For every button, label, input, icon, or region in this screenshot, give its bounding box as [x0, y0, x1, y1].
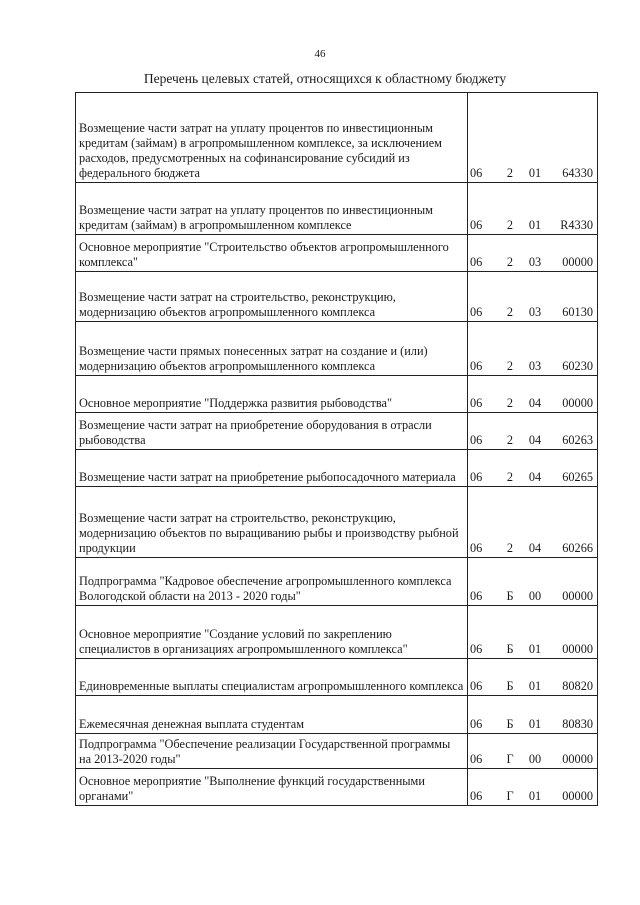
row-code	[468, 272, 598, 322]
table-row	[76, 659, 598, 696]
row-description: Основное мероприятие "Поддержка развития рыбоводства"	[76, 376, 468, 413]
row-code	[468, 487, 598, 558]
code-part: 2	[506, 541, 514, 555]
row-code	[468, 558, 598, 606]
row-description: Единовременные выплаты специалистам агропромышленного комплекса	[76, 659, 468, 696]
code-part: Б	[506, 679, 514, 693]
table-row	[76, 235, 598, 272]
code-part: 60230	[562, 359, 593, 373]
row-description: Возмещение части затрат на строительство, реконструкцию, модернизацию объектов агропромышленного комплекса	[76, 272, 468, 322]
row-code	[468, 769, 598, 806]
code-part: 03	[528, 255, 542, 269]
code-part: 00000	[562, 255, 593, 269]
row-description: Основное мероприятие "Выполнение функций государственными органами"	[76, 769, 468, 806]
code-part: 06	[470, 679, 483, 693]
code-part: 00000	[562, 752, 593, 766]
code-part: 03	[528, 359, 542, 373]
code-part: 60263	[562, 433, 593, 447]
row-description: Подпрограмма "Кадровое обеспечение агропромышленного комплекса Вологодской области на 2013 - 2020 годы"	[76, 558, 468, 606]
row-code	[468, 235, 598, 272]
code-part: 2	[506, 359, 514, 373]
table-row	[76, 558, 598, 606]
row-code	[468, 183, 598, 235]
table-row	[76, 413, 598, 450]
code-part: 06	[470, 752, 483, 766]
row-description: Возмещение части затрат на приобретение рыбопосадочного материала	[76, 450, 468, 487]
code-part: R4330	[560, 218, 593, 232]
code-part: 06	[470, 433, 483, 447]
code-part: 01	[528, 166, 542, 180]
table-row	[76, 93, 598, 183]
code-part: 03	[528, 305, 542, 319]
code-part: 01	[528, 642, 542, 656]
page-title: Перечень целевых статей, относящихся к областному бюджету	[143, 71, 507, 86]
code-part: 60266	[562, 541, 593, 555]
code-part: 06	[470, 789, 483, 803]
code-part: 06	[470, 396, 483, 410]
code-part: 00000	[562, 396, 593, 410]
code-part: 00	[528, 589, 542, 603]
code-part: 06	[470, 541, 483, 555]
row-description: Основное мероприятие "Строительство объектов агропромышленного комплекса"	[76, 235, 468, 272]
table-row	[76, 487, 598, 558]
code-part: 06	[470, 218, 483, 232]
code-part: Г	[506, 789, 514, 803]
row-code	[468, 450, 598, 487]
code-part: 04	[528, 470, 542, 484]
code-part: 01	[528, 789, 542, 803]
code-part: 04	[528, 396, 542, 410]
table-row	[76, 376, 598, 413]
row-description: Возмещение части затрат на уплату процентов по инвестиционным кредитам (займам) в агропромышленном комплексе	[76, 183, 468, 235]
code-part: 06	[470, 166, 483, 180]
row-code	[468, 93, 598, 183]
code-part: 06	[470, 717, 483, 731]
row-code	[468, 413, 598, 450]
page-number: 46	[314, 48, 326, 60]
code-part: 2	[506, 396, 514, 410]
row-code	[468, 322, 598, 376]
code-part: 04	[528, 541, 542, 555]
table-row	[76, 606, 598, 659]
code-part: Б	[506, 717, 514, 731]
code-part: 00000	[562, 789, 593, 803]
code-part: 06	[470, 589, 483, 603]
target-articles-table	[75, 92, 598, 806]
row-description: Возмещение части затрат на строительство, реконструкцию, модернизацию объектов по выращиванию рыбы и производству рыбной продукции	[76, 487, 468, 558]
row-description: Ежемесячная денежная выплата студентам	[76, 696, 468, 734]
code-part: 2	[506, 433, 514, 447]
code-part: 04	[528, 433, 542, 447]
code-part: 06	[470, 642, 483, 656]
code-part: 2	[506, 470, 514, 484]
code-part: 60265	[562, 470, 593, 484]
row-code	[468, 376, 598, 413]
row-code	[468, 659, 598, 696]
code-part: 2	[506, 218, 514, 232]
code-part: 01	[528, 218, 542, 232]
code-part: 2	[506, 255, 514, 269]
row-code	[468, 734, 598, 769]
code-part: 01	[528, 679, 542, 693]
row-description: Возмещение части затрат на приобретение оборудования в отрасли рыбоводства	[76, 413, 468, 450]
code-part: 2	[506, 305, 514, 319]
code-part: 60130	[562, 305, 593, 319]
table-row	[76, 734, 598, 769]
table-row	[76, 272, 598, 322]
code-part: 06	[470, 470, 483, 484]
code-part: 2	[506, 166, 514, 180]
table-row	[76, 696, 598, 734]
table-row	[76, 183, 598, 235]
code-part: 01	[528, 717, 542, 731]
table-row	[76, 450, 598, 487]
table-row	[76, 322, 598, 376]
code-part: 06	[470, 359, 483, 373]
row-code	[468, 696, 598, 734]
row-description: Возмещение части затрат на уплату процентов по инвестиционным кредитам (займам) в агропромышленном комплексе, за исключением расходов, предусмотренных на софинансирование субсидий из федерального бюджета	[76, 93, 468, 183]
table-row	[76, 769, 598, 806]
row-description: Подпрограмма "Обеспечение реализации Государственной программы на 2013-2020 годы"	[76, 734, 468, 769]
row-description: Возмещение части прямых понесенных затрат на создание и (или) модернизацию объектов агропромышленного комплекса	[76, 322, 468, 376]
code-part: 00000	[562, 642, 593, 656]
code-part: 00000	[562, 589, 593, 603]
code-part: 80830	[562, 717, 593, 731]
code-part: Б	[506, 642, 514, 656]
code-part: Г	[506, 752, 514, 766]
code-part: 64330	[562, 166, 593, 180]
code-part: 80820	[562, 679, 593, 693]
code-part: 00	[528, 752, 542, 766]
code-part: Б	[506, 589, 514, 603]
row-code	[468, 606, 598, 659]
code-part: 06	[470, 255, 483, 269]
row-description: Основное мероприятие "Создание условий по закреплению специалистов в организациях агропромышленного комплекса"	[76, 606, 468, 659]
code-part: 06	[470, 305, 483, 319]
